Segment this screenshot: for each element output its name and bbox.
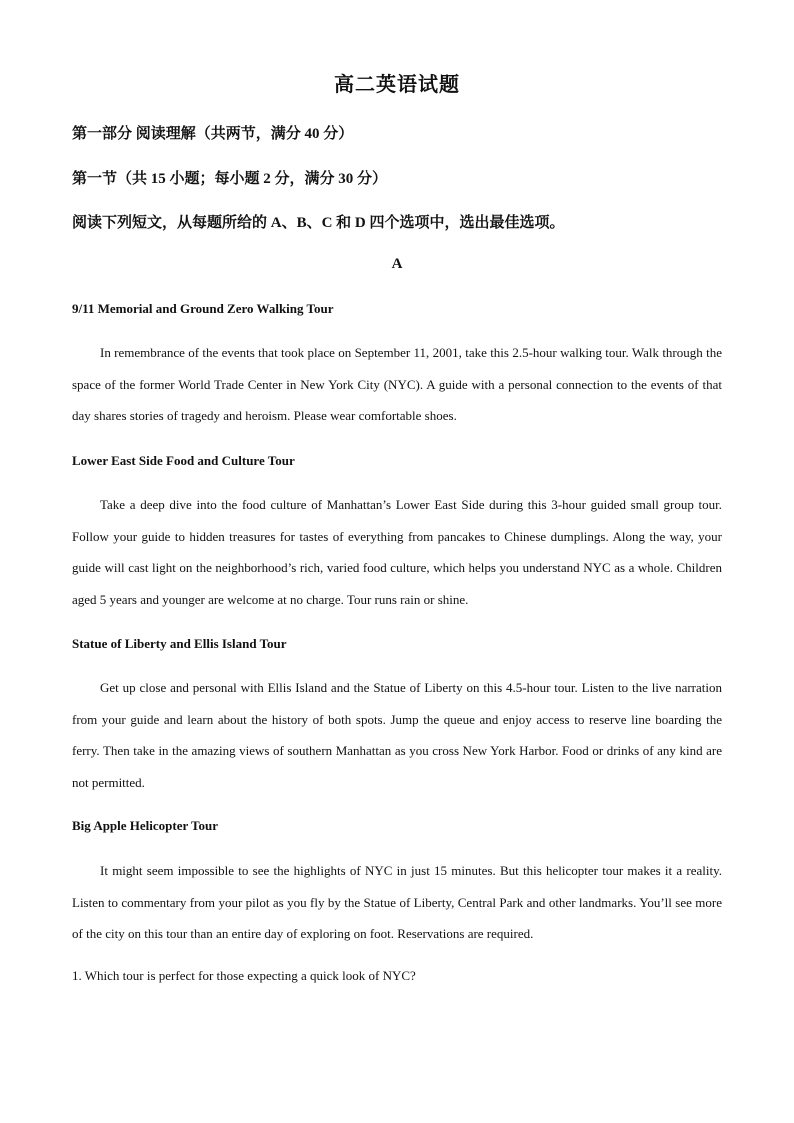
tour-title-liberty: Statue of Liberty and Ellis Island Tour [72,636,287,651]
instruction-text: 阅读下列短文，从每题所给的 A、B、C 和 D 四个选项中，选出最佳选项。 [72,215,565,231]
section-heading: 第一节（共 15 小题；每小题 2 分，满分 30 分） [72,171,388,187]
tour-title-food: Lower East Side Food and Culture Tour [72,453,295,468]
tour-body-food: Take a deep dive into the food culture of Manhattan’s Lower East Side during this 3-hour guided small group tour. Follow your guide to hidden treasures for tastes of everything from pancakes to Chinese dumplings. Along the way, your guide will cast light on the neighborhood’s rich, varied food culture, which helps you understand NYC as a whole. Children aged 5 years and younger are welcome at no charge. Tour runs rain or shine. [72,497,722,607]
question-1: 1. Which tour is perfect for those expecting a quick look of NYC? [72,968,416,983]
exam-title: 高二英语试题 [334,74,460,96]
passage-letter: A [391,256,403,272]
tour-title-memorial: 9/11 Memorial and Ground Zero Walking Tour [72,301,334,316]
tour-body-helicopter: It might seem impossible to see the highlights of NYC in just 15 minutes. But this helicopter tour makes it a reality. Listen to commentary from your pilot as you fly by the Statue of Liberty, Central Park and other landmarks. You’ll see more of the city on this tour than an entire day of exploring on foot. Reservations are required. [72,863,722,941]
part-heading: 第一部分 阅读理解（共两节，满分 40 分） [72,126,354,142]
tour-title-helicopter: Big Apple Helicopter Tour [72,818,219,833]
tour-body-memorial: In remembrance of the events that took place on September 11, 2001, take this 2.5-hour walking tour. Walk through the space of the former World Trade Center in New York City (NYC). A guide with a personal connection to the events of that day shares stories of tragedy and heroism. Please wear comfortable shoes. [72,345,722,423]
tour-body-liberty: Get up close and personal with Ellis Island and the Statue of Liberty on this 4.5-hour tour. Listen to the live narration from your guide and learn about the history of both spots. Jump the queue and enjoy access to reserve line boarding the ferry. Then take in the amazing views of southern Manhattan as you cross New York Harbor. Food or drinks of any kind are not permitted. [72,680,722,790]
